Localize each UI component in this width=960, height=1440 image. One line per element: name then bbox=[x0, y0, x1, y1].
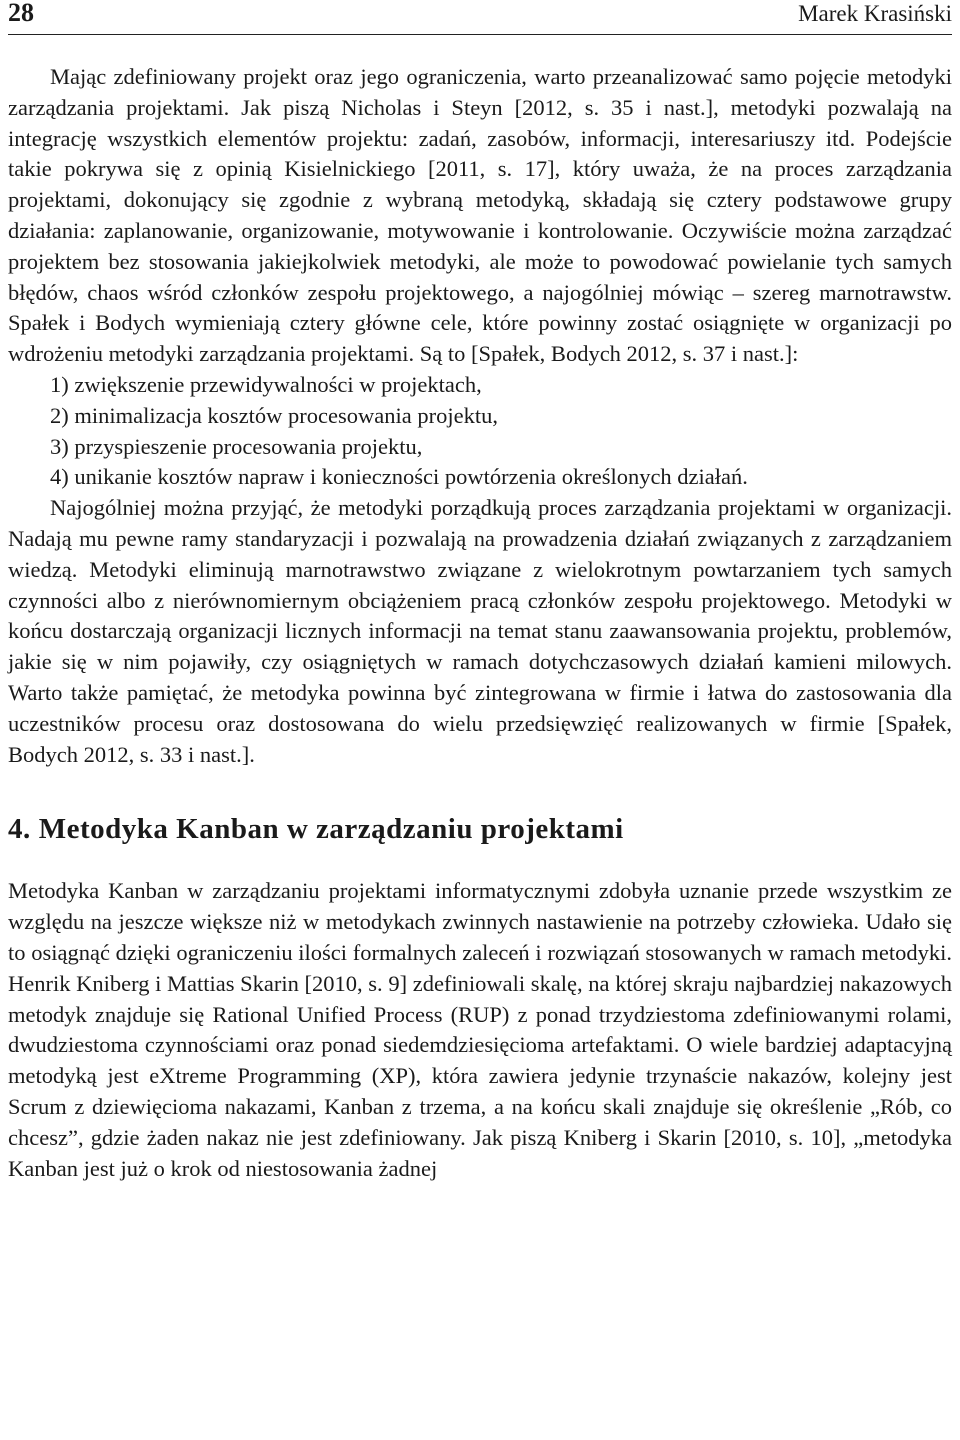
running-head-author: Marek Krasiński bbox=[798, 1, 952, 26]
paragraph-kanban-intro: Metodyka Kanban w zarządzaniu projektami informatycznymi zdobyła uznanie przede wszystkim ze względu na jeszcze większe niż w metodykach zwinnych nastawienie na potrzeby człowieka. Udało się to osiągnąć dzięki ograniczeniu ilości formalnych zaleceń i rozwiązań stosowanych w ramach metodyki. Henrik Kniberg i Mattias Skarin [2010, s. 9] zdefiniowali skalę, na której skraju najbardziej nakazowych metodyk znajduje się Rational Unified Process (RUP) z ponad trzydziestoma zdefiniowanymi rolami, dwudziestoma czynnościami oraz ponad siedemdziesięcioma artefaktami. O wiele bardziej adaptacyjną metodyką jest eXtreme Programming (XP), która zawiera jedynie trzynaście nakazów, kolejny jest Scrum z dziewięcioma nakazami, Kanban z trzema, a na końcu skali znajduje się określenie „Rób, co chcesz”, gdzie żaden nakaz nie jest zdefiniowany. Jak piszą Kniberg i Skarin [2010, s. 10], „metodyka Kanban jest już o krok od niestosowania żadnej bbox=[8, 878, 952, 1181]
section-title: Metodyka Kanban w zarządzaniu projektami bbox=[38, 813, 624, 846]
section-heading bbox=[8, 812, 952, 846]
list-item: 4) unikanie kosztów napraw i konieczności powtórzenia określonych działań. bbox=[50, 464, 748, 490]
goals-list bbox=[8, 370, 952, 493]
list-item: 3) przyspieszenie procesowania projektu, bbox=[50, 433, 423, 459]
page-body bbox=[8, 62, 952, 1184]
list-item: 1) zwiększenie przewidywalności w projektach, bbox=[50, 371, 482, 397]
list-item: 2) minimalizacja kosztów procesowania projektu, bbox=[50, 402, 498, 428]
paragraph-methodology-intro: Mając zdefiniowany projekt oraz jego ograniczenia, warto przeanalizować samo pojęcie metodyki zarządzania projektami. Jak piszą Nicholas i Steyn [2012, s. 35 i nast.], metodyki pozwalają na integrację wszystkich elementów projektu: zadań, zasobów, informacji, interesariuszy itd. Podejście takie pokrywa się z opinią Kisielnickiego [2011, s. 17], który uważa, że na proces zarządzania projektami, dokonujący się zgodnie z wybraną metodyką, składają się cztery podstawowe grupy działania: zaplanowanie, organizowanie, motywowanie i kontrolowanie. Oczywiście można zarządzać projektem bez stosowania jakiejkolwiek metodyki, ale może to powodować powielanie tych samych błędów, chaos wśród członków zespołu projektowego, a najogólniej mówiąc – szereg marnotrawstw. Spałek i Bodych wymieniają cztery główne cele, które powinny zostać osiągnięte w organizacji po wdrożeniu metodyki zarządzania projektami. Są to [Spałek, Bodych 2012, s. 37 i nast.]: bbox=[8, 64, 952, 367]
page-number: 28 bbox=[8, 0, 34, 27]
section-number: 4. bbox=[8, 813, 31, 846]
page-header bbox=[8, 0, 952, 35]
paragraph-methodology-summary: Najogólniej można przyjąć, że metodyki porządkują proces zarządzania projektami w organizacji. Nadają mu pewne ramy standaryzacji i pozwalają na prowadzenia działań związanych z zarządzaniem wiedzą. Metodyki eliminują marnotrawstwo związane z wielokrotnym powtarzaniem tych samych czynności albo z nierównomiernym obciążeniem pracą członków zespołu projektowego. Metodyki w końcu dostarczają organizacji licznych informacji na temat stanu zaawansowania projektu, problemów, jakie się w nim pojawiły, czy osiągniętych w ramach dotychczasowych działań kamieni milowych. Warto także pamiętać, że metodyka powinna być zintegrowana w firmie i łatwa do zastosowania dla uczestników procesu oraz dostosowana do wielu przedsięwzięć realizowanych w firmie [Spałek, Bodych 2012, s. 33 i nast.]. bbox=[8, 495, 952, 767]
